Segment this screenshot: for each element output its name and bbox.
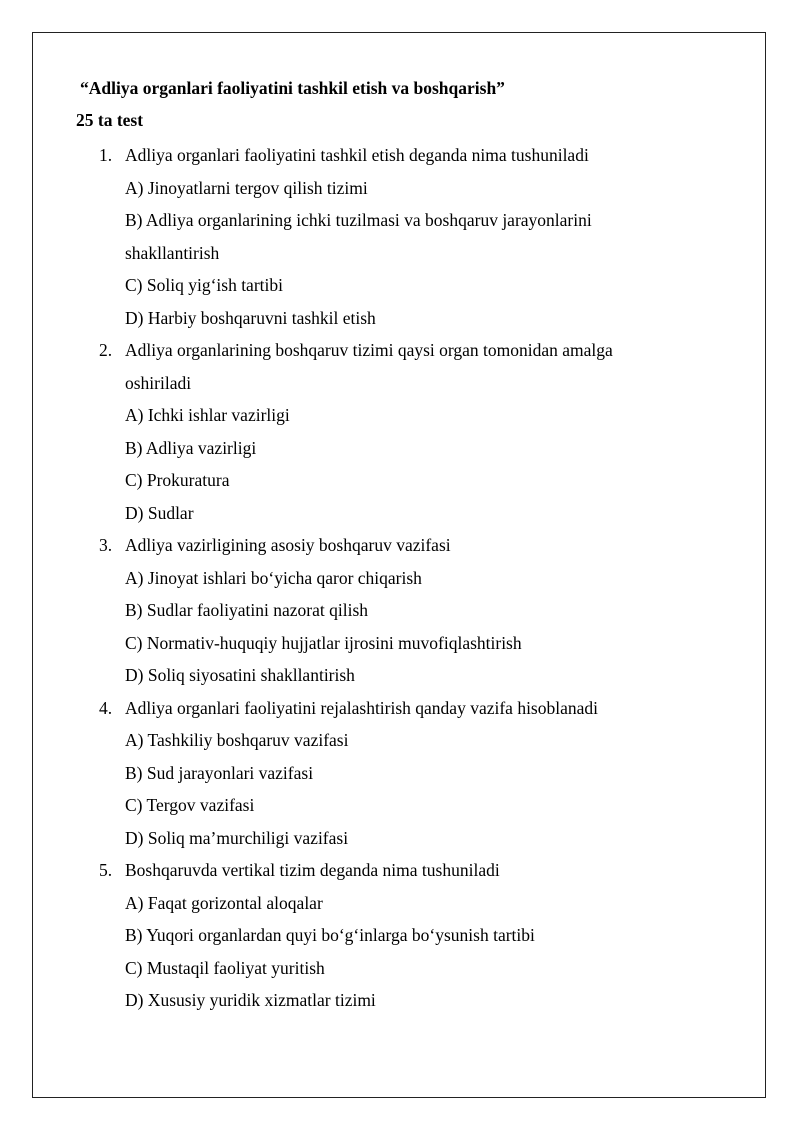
question-stem — [0, 334, 800, 399]
option-list — [0, 562, 800, 692]
question-stem — [0, 529, 800, 562]
question-text: Adliya organlari faoliyatini rejalashtirish qanday vazifa hisoblanadi — [125, 697, 598, 718]
option-list — [0, 724, 800, 854]
option-a: A) Jinoyat ishlari bo‘yicha qaror chiqarish — [125, 567, 422, 588]
option-c: C) Tergov vazifasi — [125, 795, 255, 815]
document-subtitle: 25 ta test — [76, 110, 144, 130]
option-d: D) Xususiy yuridik xizmatlar tizimi — [125, 990, 376, 1010]
question-stem — [0, 139, 800, 172]
option-d: D) Soliq ma’murchiligi vazifasi — [125, 827, 349, 848]
option-d: D) Soliq siyosatini shakllantirish — [125, 665, 355, 685]
question-text: Adliya vazirligining asosiy boshqaruv vazifasi — [125, 535, 451, 555]
option-c: C) Normativ-huquqiy hujjatlar ijrosini muvofiqlashtirish — [125, 632, 522, 653]
option-c: C) Mustaqil faoliyat yuritish — [125, 957, 325, 978]
option-a: A) Jinoyatlarni tergov qilish tizimi — [125, 177, 368, 198]
option-b: B) Adliya organlarining ichki tuzilmasi va boshqaruv jarayonlarini shakllantirish — [125, 210, 592, 263]
question-4 — [0, 692, 800, 855]
option-list — [0, 887, 800, 1017]
question-5 — [0, 854, 800, 1017]
option-b: B) Sud jarayonlari vazifasi — [125, 762, 314, 783]
option-d: D) Harbiy boshqaruvni tashkil etish — [125, 307, 376, 328]
option-b: B) Adliya vazirligi — [125, 437, 257, 458]
question-number: 4. — [99, 697, 113, 718]
option-d: D) Sudlar — [125, 502, 194, 523]
question-number: 3. — [99, 535, 113, 555]
question-text: Boshqaruvda vertikal tizim deganda nima tushuniladi — [125, 860, 500, 880]
option-b: B) Yuqori organlardan quyi bo‘g‘inlarga bo‘ysunish tartibi — [125, 925, 535, 945]
option-list — [0, 172, 800, 335]
question-list — [0, 139, 800, 1017]
document-title: “Adliya organlari faoliyatini tashkil etish va boshqarish” — [80, 78, 505, 98]
option-c: C) Soliq yig‘ish tartibi — [125, 275, 283, 295]
question-number: 5. — [99, 860, 113, 880]
option-b: B) Sudlar faoliyatini nazorat qilish — [125, 600, 369, 620]
question-stem — [0, 692, 800, 725]
option-a: A) Ichki ishlar vazirligi — [125, 405, 290, 425]
option-a: A) Tashkiliy boshqaruv vazifasi — [125, 730, 349, 750]
option-a: A) Faqat gorizontal aloqalar — [125, 892, 323, 913]
question-3 — [0, 529, 800, 692]
option-c: C) Prokuratura — [125, 470, 230, 490]
question-text: Adliya organlarining boshqaruv tizimi qaysi organ tomonidan amalga oshiriladi — [125, 340, 613, 393]
question-number: 2. — [99, 340, 113, 360]
question-1 — [0, 139, 800, 334]
option-list — [0, 399, 800, 529]
question-stem — [0, 854, 800, 887]
question-text: Adliya organlari faoliyatini tashkil etish deganda nima tushuniladi — [125, 145, 589, 165]
question-2 — [0, 334, 800, 529]
question-number: 1. — [99, 145, 113, 165]
